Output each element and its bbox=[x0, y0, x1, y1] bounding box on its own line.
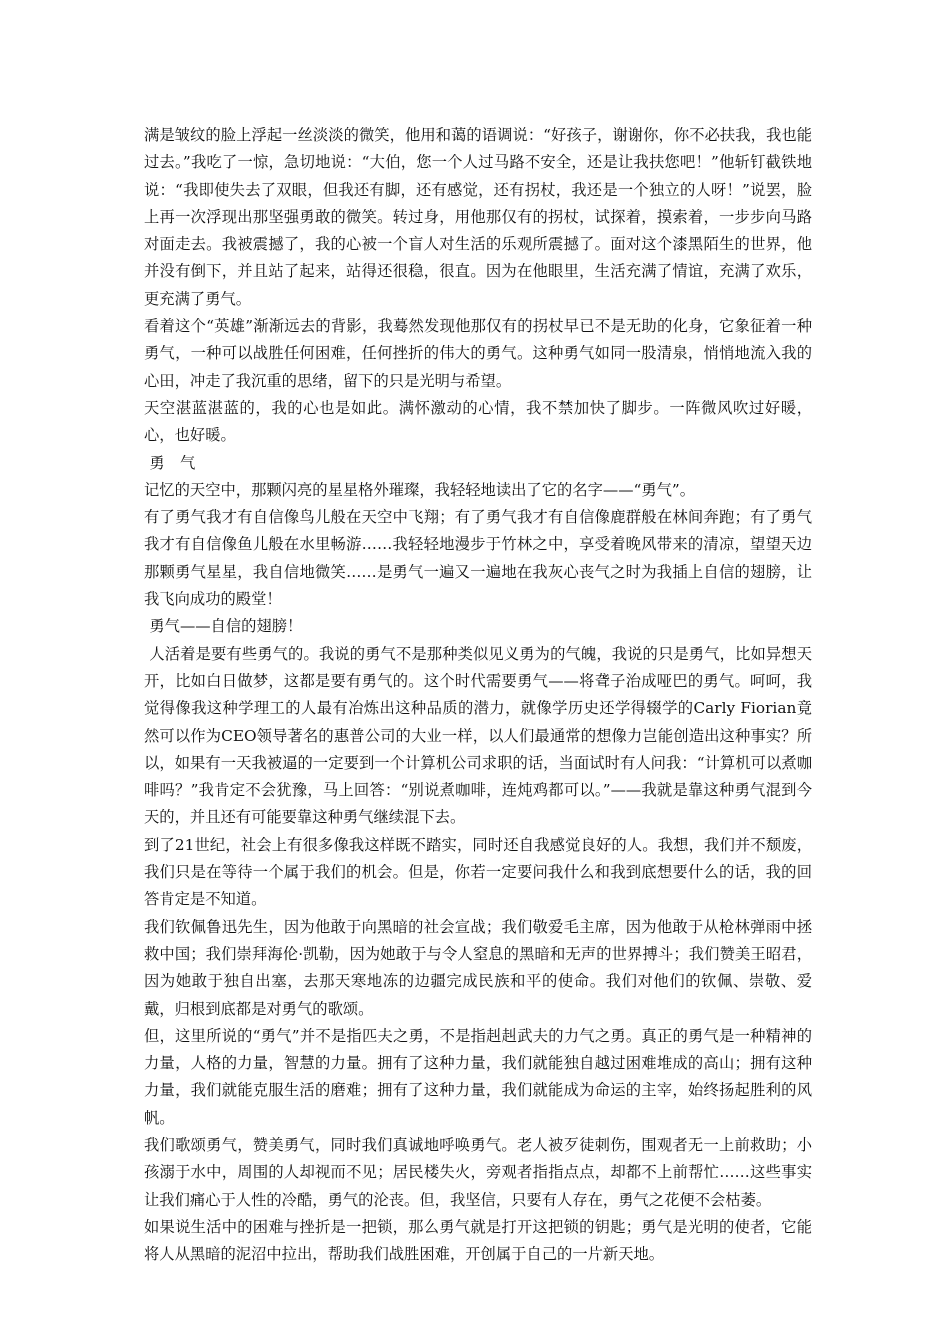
paragraph-sky: 天空湛蓝湛蓝的，我的心也是如此。满怀激动的心情，我不禁加快了脚步。一阵微风吹过好暖，心，也好暖。 bbox=[144, 398, 812, 445]
paragraph-courage-life: 人活着是要有些勇气的。我说的勇气不是那种类似见义勇为的气魄，我说的只是勇气，比如异想天开，比如白日做梦，这都是要有勇气的。这个时代需要勇气——将聋子治成哑巴的勇气。呵呵，我觉得像我这种学理工的人最有冶炼出这种品质的潜力，就像学历史还学得辍学的Carly Fiorian竟然可以作为CEO领导著名的惠普公司的大业一样，以人们最通常的想像力岂能创造出这种事实？所以，如果有一天我被逼的一定要到一个计算机公司求职的话，当面试时有人问我：“计算机可以煮咖啡吗？”我肯定不会犹豫，马上回答：“别说煮咖啡，连炖鸡都可以。”——我就是靠这种勇气混到今天的，并且还有可能要靠这种勇气继续混下去。 bbox=[144, 644, 812, 827]
paragraph-true-courage: 但，这里所说的“勇气”并不是指匹夫之勇，不是指赳赳武夫的力气之勇。真正的勇气是一种精神的力量，人格的力量，智慧的力量。拥有了这种力量，我们就能独自越过困难堆成的高山；拥有这种力量，我们就能克服生活的磨难；拥有了这种力量，我们就能成为命运的主宰，始终扬起胜利的风帆。 bbox=[144, 1026, 812, 1127]
paragraph-admire: 我们钦佩鲁迅先生，因为他敢于向黑暗的社会宣战；我们敬爱毛主席，因为他敢于从枪林弹雨中拯救中国；我们崇拜海伦·凯勒，因为她敢于与令人窒息的黑暗和无声的世界搏斗；我们赞美王昭君，因为她敢于独自出塞，去那天寒地冻的边疆完成民族和平的使命。我们对他们的钦佩、崇敬、爱戴，归根到底都是对勇气的歌颂。 bbox=[144, 917, 812, 1018]
paragraph-21st-century: 到了21世纪，社会上有很多像我这样既不踏实，同时还自我感觉良好的人。我想，我们并不颓废，我们只是在等待一个属于我们的机会。但是，你若一定要问我什么和我到底想要什么的话，我的回答肯定是不知道。 bbox=[144, 835, 812, 909]
section-title: 勇 气 bbox=[149, 453, 196, 472]
paragraph-hero: 看着这个“英雄”渐渐远去的背影，我蓦然发现他那仅有的拐杖早已不是无助的化身，它象征着一种勇气，一种可以战胜任何困难，任何挫折的伟大的勇气。这种勇气如同一股清泉，悄悄地流入我的心田，冲走了我沉重的思绪，留下的只是光明与希望。 bbox=[144, 317, 812, 390]
document-body bbox=[144, 122, 812, 1268]
paragraph-key: 如果说生活中的困难与挫折是一把锁，那么勇气就是打开这把锁的钥匙；勇气是光明的使者，它能将人从黑暗的泥沼中拉出，帮助我们战胜困难，开创属于自己的一片新天地。 bbox=[144, 1217, 812, 1264]
paragraph-memory-sky: 记忆的天空中，那颗闪亮的星星格外璀璨，我轻轻地读出了它的名字——“勇气”。 bbox=[144, 480, 696, 499]
paragraph-call-for-courage: 我们歌颂勇气，赞美勇气，同时我们真诚地呼唤勇气。老人被歹徒刺伤，围观者无一上前救助；小孩溺于水中，周围的人却视而不见；居民楼失火，旁观者指指点点，却都不上前帮忙……这些事实让我们痛心于人性的冷酷，勇气的沦丧。但，我坚信，只要有人存在，勇气之花便不会枯萎。 bbox=[144, 1135, 812, 1209]
paragraph-confidence: 有了勇气我才有自信像鸟儿般在天空中飞翔；有了勇气我才有自信像鹿群般在林间奔跑；有了勇气我才有自信像鱼儿般在水里畅游……我轻轻地漫步于竹林之中，享受着晚风带来的清凉，望望天边那颗勇气星星，我自信地微笑……是勇气一遍又一遍地在我灰心丧气之时为我插上自信的翅膀，让我飞向成功的殿堂！ bbox=[144, 508, 812, 609]
paragraph-blind-man: 满是皱纹的脸上浮起一丝淡淡的微笑，他用和蔼的语调说：“好孩子，谢谢你，你不必扶我，我也能过去。”我吃了一惊，急切地说：“大伯，您一个人过马路不安全，还是让我扶您吧！”他斩钉截铁地说：“我即使失去了双眼，但我还有脚，还有感觉，还有拐杖，我还是一个独立的人呀！”说罢，脸上再一次浮现出那坚强勇敢的微笑。转过身，用他那仅有的拐杖，试探着，摸索着，一步步向马路对面走去。我被震撼了，我的心被一个盲人对生活的乐观所震撼了。面对这个漆黑陌生的世界，他并没有倒下，并且站了起来，站得还很稳，很直。因为在他眼里，生活充满了情谊，充满了欢乐，更充满了勇气。 bbox=[144, 126, 812, 308]
subtitle-wings: 勇气——自信的翅膀！ bbox=[149, 617, 303, 636]
